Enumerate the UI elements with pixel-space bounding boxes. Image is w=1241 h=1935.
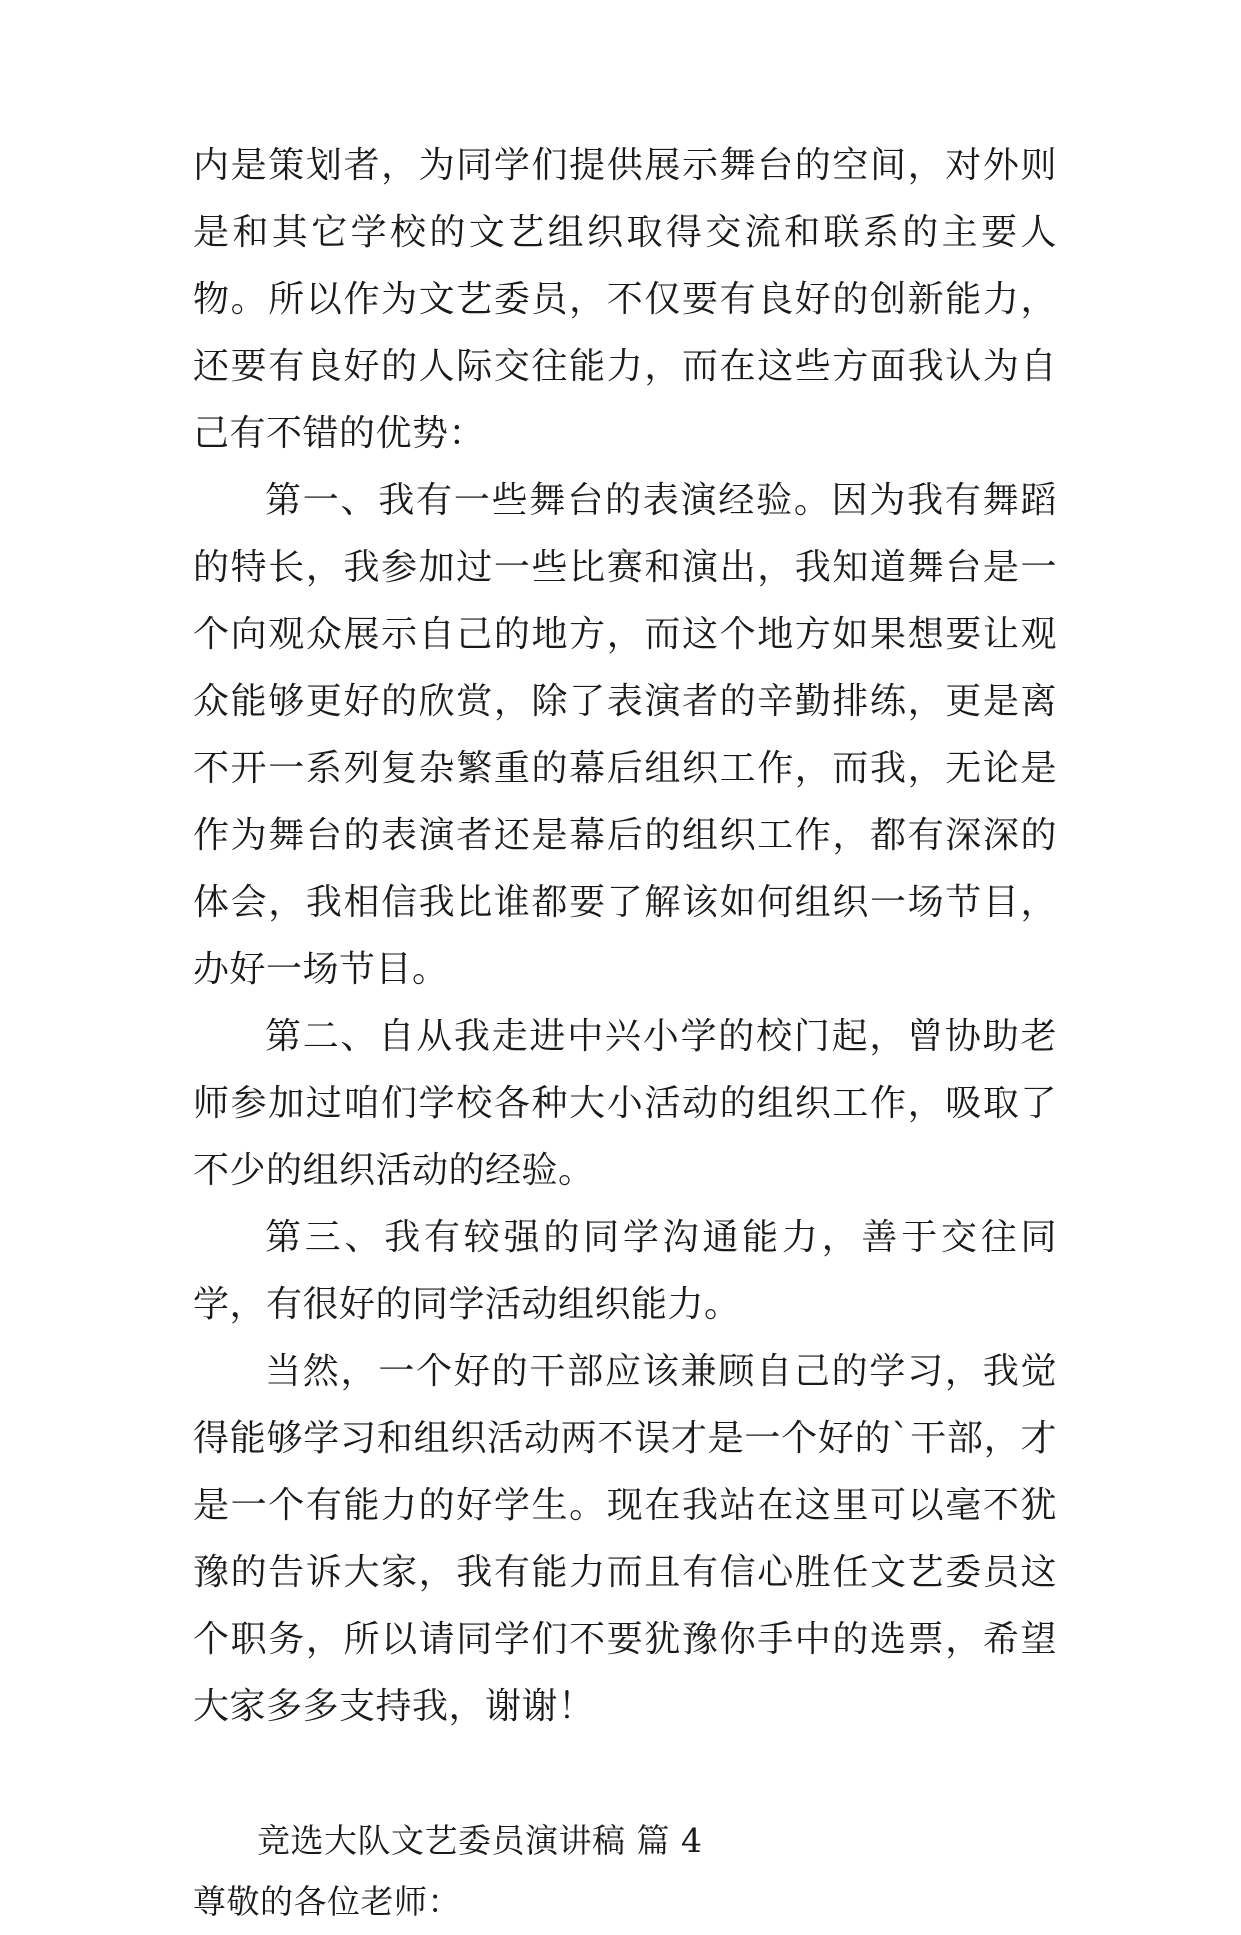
paragraph-conclusion: 当然，一个好的干部应该兼顾自己的学习，我觉得能够学习和组织活动两不误才是一个好的`干部，才是一个有能力的好学生。现在我站在这里可以毫不犹豫的告诉大家，我有能力而且有信心胜任文艺委员这个职务，所以请同学们不要犹豫你手中的选票，希望大家多多支持我，谢谢！ bbox=[193, 1351, 1057, 1727]
salutation: 尊敬的各位老师： bbox=[193, 1882, 461, 1921]
document-body bbox=[193, 132, 1057, 1935]
section-title: 竞选大队文艺委员演讲稿 篇 4 bbox=[257, 1821, 703, 1860]
paragraph-first-point: 第一、我有一些舞台的表演经验。因为我有舞蹈的特长，我参加过一些比赛和演出，我知道舞台是一个向观众展示自己的地方，而这个地方如果想要让观众能够更好的欣赏，除了表演者的辛勤排练，更是离不开一系列复杂繁重的幕后组织工作，而我，无论是作为舞台的表演者还是幕后的组织工作，都有深深的体会，我相信我比谁都要了解该如何组织一场节目，办好一场节目。 bbox=[193, 480, 1057, 990]
paragraph-continuation: 内是策划者，为同学们提供展示舞台的空间，对外则是和其它学校的文艺组织取得交流和联系的主要人物。所以作为文艺委员，不仅要有良好的创新能力，还要有良好的人际交往能力，而在这些方面我认为自己有不错的优势： bbox=[193, 145, 1057, 454]
paragraph-second-point: 第二、自从我走进中兴小学的校门起，曾协助老师参加过咱们学校各种大小活动的组织工作，吸取了不少的组织活动的经验。 bbox=[193, 1016, 1057, 1191]
paragraph-third-point: 第三、我有较强的同学沟通能力，善于交往同学，有很好的同学活动组织能力。 bbox=[193, 1217, 1057, 1325]
